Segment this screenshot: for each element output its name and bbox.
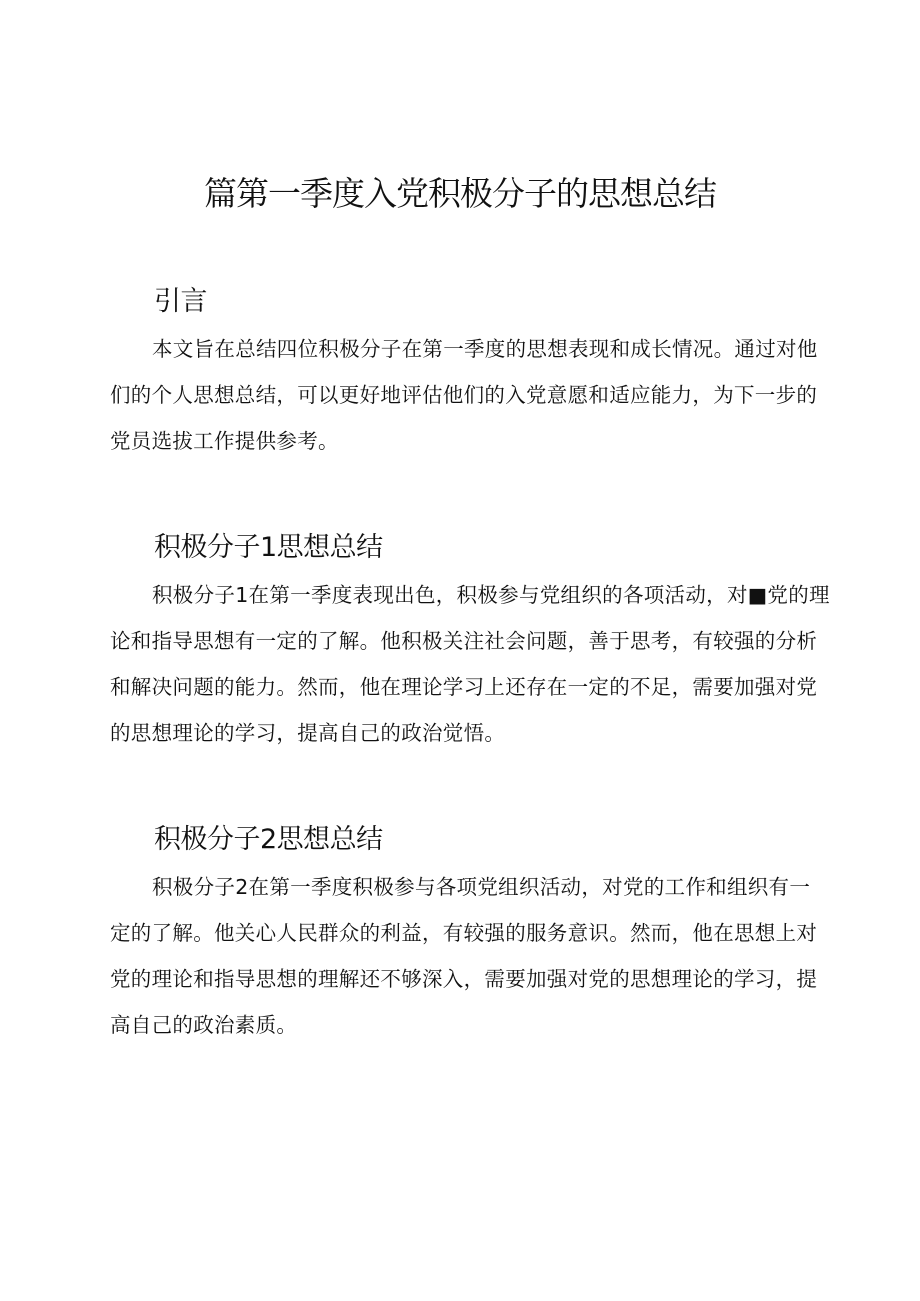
section-heading: 引言 <box>154 286 207 317</box>
section-introduction <box>110 282 830 464</box>
section-activist-2 <box>110 820 830 1048</box>
document-title: 篇第一季度入党积极分子的思想总结 <box>204 174 716 213</box>
section-paragraph: 积极分子1在第一季度表现出色，积极参与党组织的各项活动，对■党的理论和指导思想有一定的了解。他积极关注社会问题，善于思考，有较强的分析和解决问题的能力。然而，他在理论学习上还存在一定的不足，需要加强对党的思想理论的学习，提高自己的政治觉悟。 <box>110 583 830 745</box>
section-heading: 积极分子1思想总结 <box>154 532 383 563</box>
section-heading: 积极分子2思想总结 <box>154 824 383 855</box>
section-paragraph: 积极分子2在第一季度积极参与各项党组织活动，对党的工作和组织有一定的了解。他关心人民群众的利益，有较强的服务意识。然而，他在思想上对党的理论和指导思想的理解还不够深入，需要加强对党的思想理论的学习，提高自己的政治素质。 <box>110 875 818 1037</box>
section-activist-1 <box>110 528 830 756</box>
section-paragraph: 本文旨在总结四位积极分子在第一季度的思想表现和成长情况。通过对他们的个人思想总结，可以更好地评估他们的入党意愿和适应能力，为下一步的党员选拔工作提供参考。 <box>110 337 818 453</box>
